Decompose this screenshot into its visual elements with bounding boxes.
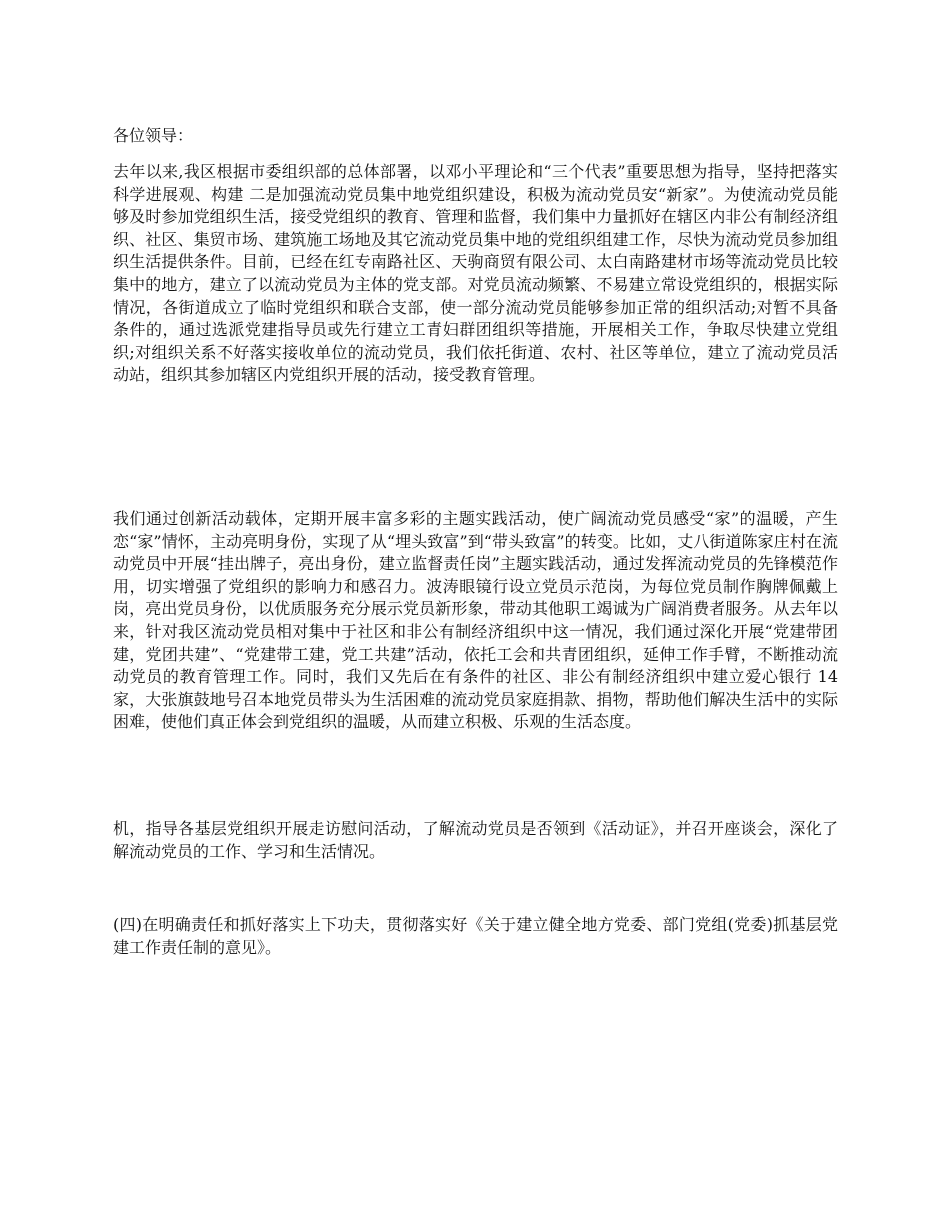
body-paragraph-4: (四)在明确责任和抓好落实上下功夫，贯彻落实好《关于建立健全地方党委、部门党组(党委)抓基层党建工作责任制的意见》。 (113, 915, 838, 957)
body-paragraph-1: 去年以来,我区根据市委组织部的总体部署，以邓小平理论和“三个代表”重要思想为指导，坚持把落实科学进展观、构建 二是加强流动党员集中地党组织建设，积极为流动党员安“新家”。为使流动党员能够及时参加党组织生活，接受党组织的教育、管理和监督，我们集中力量抓好在辖区内非公有制经济组织、社区、集贸市场、建筑施工场地及其它流动党员集中地的党组织组建工作，尽快为流动党员参加组织生活提供条件。目前，已经在红专南路社区、天驹商贸有限公司、太白南路建材市场等流动党员比较集中的地方，建立了以流动党员为主体的党支部。对党员流动频繁、不易建立常设党组织的，根据实际情况，各街道成立了临时党组织和联合支部，使一部分流动党员能够参加正常的组织活动;对暂不具备条件的，通过选派党建指导员或先行建立工青妇群团组织等措施，开展相关工作，争取尽快建立党组织;对组织关系不好落实接收单位的流动党员，我们依托街道、农村、社区等单位，建立了流动党员活动站，组织其参加辖区内党组织开展的活动，接受教育管理。 (113, 162, 838, 385)
body-paragraph-3: 机，指导各基层党组织开展走访慰问活动，了解流动党员是否领到《活动证》，并召开座谈会，深化了解流动党员的工作、学习和生活情况。 (113, 819, 838, 861)
body-paragraph-2: 我们通过创新活动载体，定期开展丰富多彩的主题实践活动，使广阔流动党员感受“家”的温暖，产生恋“家”情怀，主动亮明身份，实现了从“埋头致富”到“带头致富”的转变。比如，丈八街道陈家庄村在流动党员中开展“挂出牌子，亮出身份，建立监督责任岗”主题实践活动，通过发挥流动党员的先锋模范作用，切实增强了党组织的影响力和感召力。波涛眼镜行设立党员示范岗，为每位党员制作胸牌佩戴上岗，亮出党员身份，以优质服务充分展示党员新形象，带动其他职工竭诚为广阔消费者服务。从去年以来，针对我区流动党员相对集中于社区和非公有制经济组织中这一情况，我们通过深化开展“党建带团建，党团共建”、“党建带工建，党工共建”活动，依托工会和共青团组织，延伸工作手臂，不断推动流动党员的教育管理工作。同时，我们又先后在有条件的社区、非公有制经济组织中建立爱心银行 14 家，大张旗鼓地号召本地党员带头为生活困难的流动党员家庭捐款、捐物，帮助他们解决生活中的实际困难，使他们真正体会到党组织的温暖，从而建立积极、乐观的生活态度。 (113, 509, 838, 732)
greeting-line: 各位领导： (113, 126, 194, 145)
